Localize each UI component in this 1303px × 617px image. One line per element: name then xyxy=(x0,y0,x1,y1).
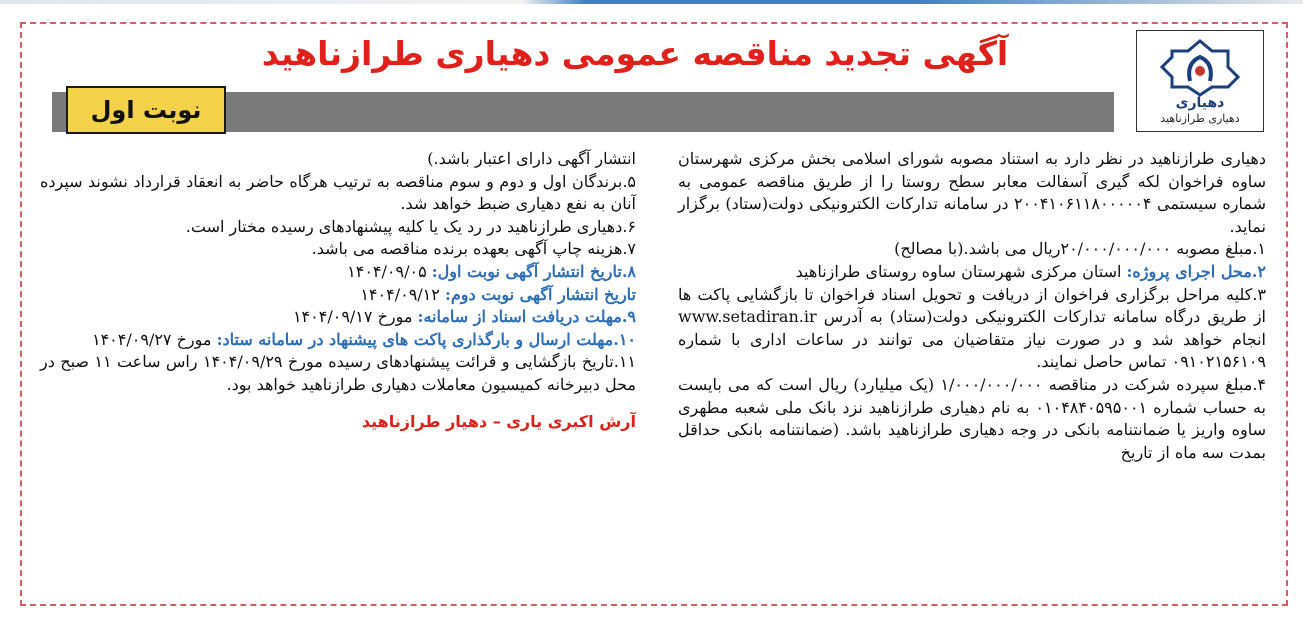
item-5: ۵.برندگان اول و دوم و سوم مناقصه به ترتیب هرگاه حاضر به انعقاد قرارداد نشوند سپرده آنان به نفع دهیاری ضبط خواهد شد. xyxy=(40,171,636,214)
logo-box xyxy=(1136,30,1264,132)
item-4: ۴.مبلغ سپرده شرکت در مناقصه ۱/۰۰۰/۰۰۰/۰۰۰ (یک میلیارد) ریال است که می بایست به حساب شماره ۰۱۰۴۸۴۰۵۹۵۰۰۱ به نام دهیاری طرازناهید نزد بانک ملی شعبه مطهری ساوه واریز یا ضمانتنامه بانکی در وجه دهیاری طرازناهید باشد. (ضمانتنامه بانکی حداقل بمدت سه ماه از تاریخ xyxy=(678,374,1267,462)
page-title: آگهی تجدید مناقصه عمومی دهیاری طرازناهید xyxy=(261,34,1009,73)
item-3 xyxy=(678,284,1266,374)
item-2-value: استان مرکزی شهرستان ساوه روستای طرازناهید xyxy=(795,261,1127,281)
left-column xyxy=(40,148,636,433)
intro-paragraph: دهیاری طرازناهید در نظر دارد به استناد مصوبه شورای اسلامی بخش مرکزی شهرستان ساوه فراخوان لکه گیری آسفالت معابر سطح روستا را از طریق مناقصه عمومی به شماره سیستمی ۲۰۰۴۱۰۶۱۱۸۰۰۰۰۰۴ در سامانه تدارکات الکترونیکی دولت(ستاد) برگزار نماید. xyxy=(678,149,1267,236)
item-3-pre: ۳.کلیه مراحل برگزاری فراخوان از دریافت و تحویل اسناد فراخوان تا بازگشایی پاکت ها از طریق درگاه سامانه تدارکات الکترونیکی دولت(ستاد) به آدرس xyxy=(678,284,1266,327)
item-8b xyxy=(40,284,636,307)
item-7: ۷.هزینه چاپ آگهی بعهده برنده مناقصه می باشد. xyxy=(311,239,636,259)
item-10-label: ۱۰.مهلت ارسال و بارگذاری پاکت های پیشنهاد در سامانه ستاد: xyxy=(216,329,636,349)
logo-caption: دهیاری xyxy=(1175,95,1225,111)
item-11: ۱۱.تاریخ بازگشایی و قرائت پیشنهادهای رسیده مورخ ۱۴۰۴/۰۹/۲۹ راس ساعت ۱۱ صبح در محل دبیرخانه کمیسیون معاملات دهیاری طرازناهید خواهد بود. xyxy=(40,352,637,394)
item-10-value: مورخ ۱۴۰۴/۰۹/۲۷ xyxy=(91,329,217,349)
item-9-value: مورخ ۱۴۰۴/۰۹/۱۷ xyxy=(292,307,418,327)
logo-subtitle: دهیاری طرازناهید xyxy=(1160,112,1240,125)
item-4-continuation: انتشار آگهی دارای اعتبار باشد.) xyxy=(427,149,636,168)
item-1: ۱.مبلغ مصوبه ۲۰/۰۰۰/۰۰۰/۰۰۰ریال می باشد.(با مصالح) xyxy=(894,239,1266,259)
item-9-label: ۹.مهلت دریافت اسناد از سامانه: xyxy=(417,307,636,327)
item-8-label: ۸.تاریخ انتشار آگهی نوبت اول: xyxy=(431,261,636,281)
top-color-strip xyxy=(0,0,1303,4)
item-2 xyxy=(678,261,1266,284)
item-9 xyxy=(40,306,636,329)
item-3-post: انجام خواهد شد و در صورت نیاز متقاضیان می توانند در ساعات اداری با شماره ۰۹۱۰۲۱۵۶۱۰۹ تماس حاصل نمایند. xyxy=(678,329,1266,372)
item-8-value: ۱۴۰۴/۰۹/۰۵ xyxy=(347,261,432,281)
item-6: ۶.دهیاری طرازناهید در رد یک یا کلیه پیشنهادهای رسیده مختار است. xyxy=(185,216,636,236)
item-10 xyxy=(40,329,636,352)
item-2-label: ۲.محل اجرای پروژه: xyxy=(1126,261,1266,281)
item-8 xyxy=(40,261,636,284)
signature: آرش اکبری یاری – دهیار طرازناهید xyxy=(361,411,636,431)
round-badge: نوبت اول xyxy=(66,86,226,134)
item-8b-label: تاریخ انتشار آگهی نوبت دوم: xyxy=(444,284,636,304)
right-column xyxy=(678,148,1266,464)
setad-url-link[interactable]: www.setadiran.ir xyxy=(678,307,817,327)
dehyari-logo-icon xyxy=(1152,37,1248,99)
item-8b-value: ۱۴۰۴/۰۹/۱۲ xyxy=(360,284,445,304)
